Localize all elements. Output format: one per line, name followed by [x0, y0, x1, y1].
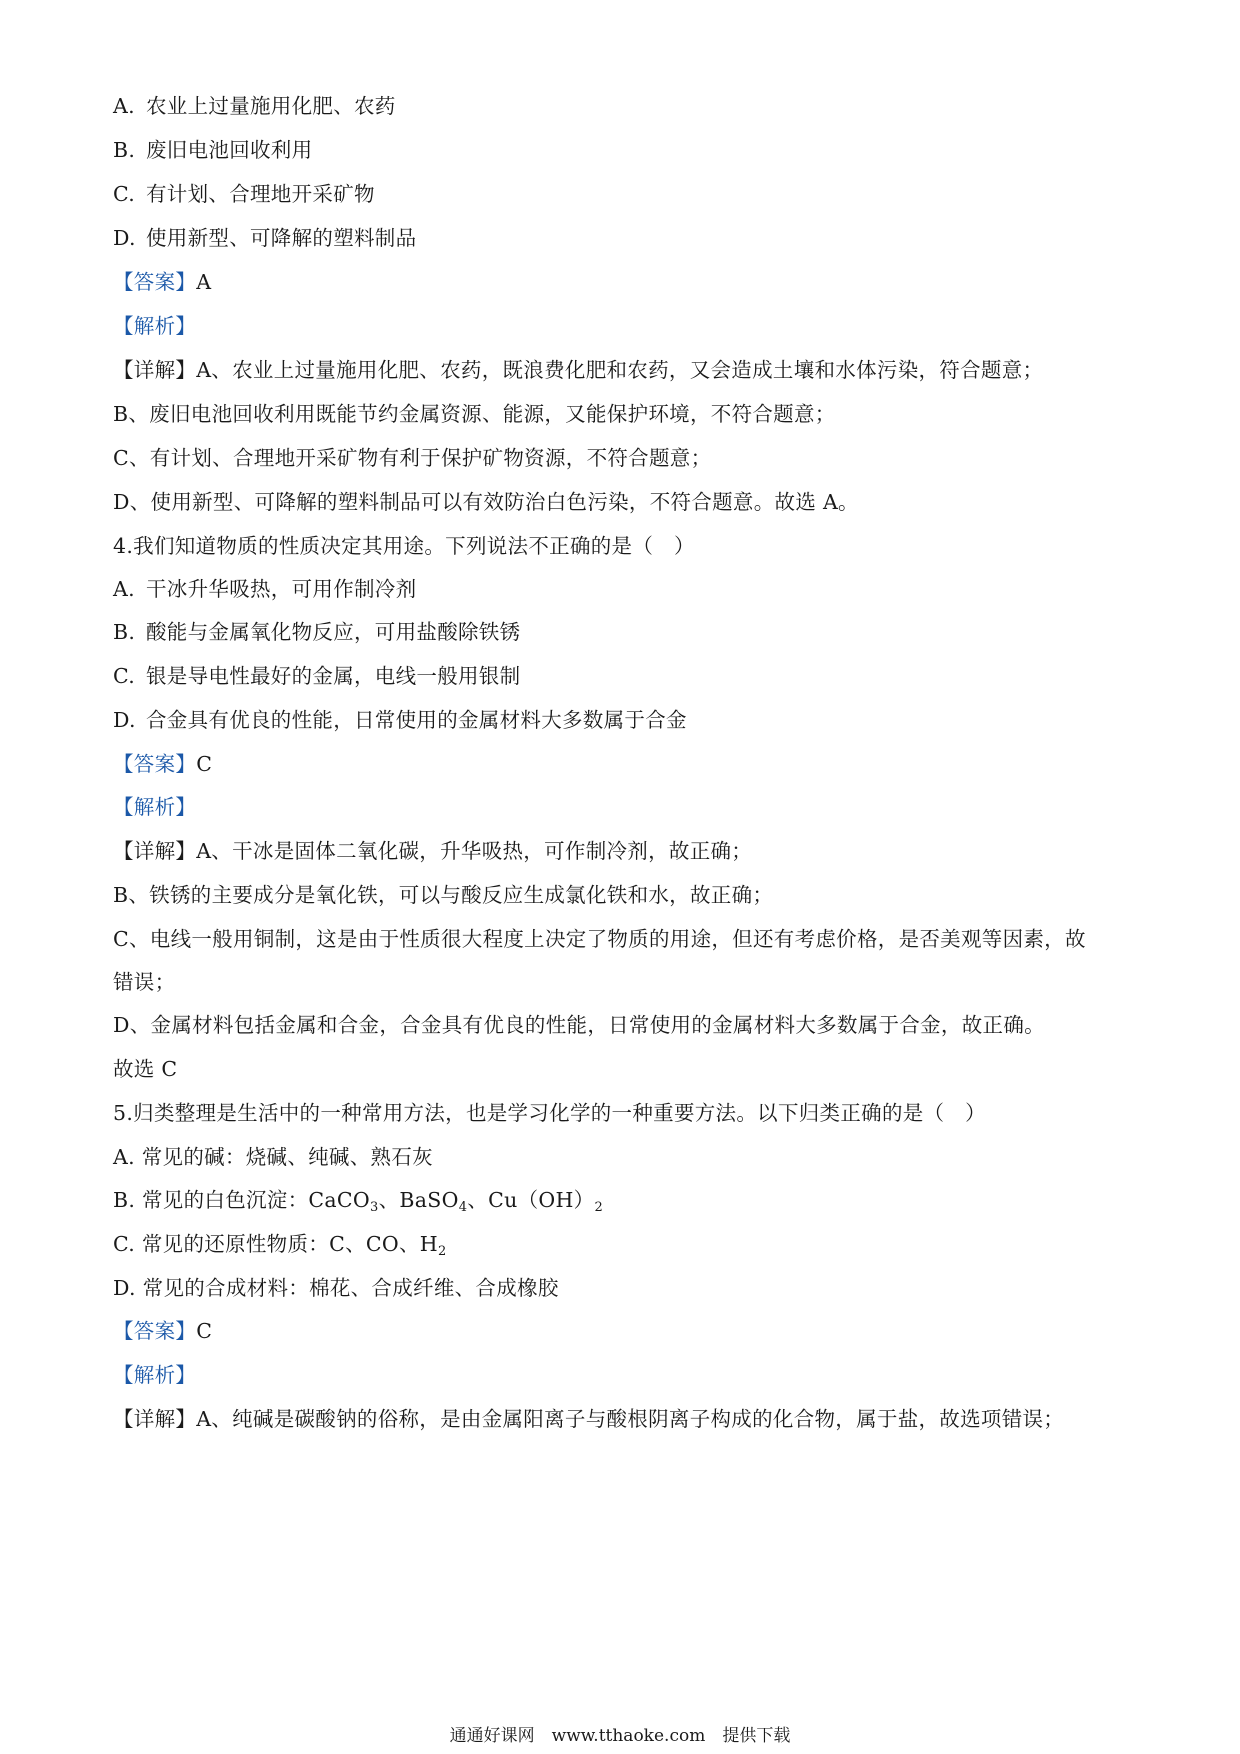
q3-detail-line: 【详解】A、农业上过量施用化肥、农药，既浪费化肥和农药，又会造成土壤和水体污染，符合题意； [113, 358, 1044, 382]
q5-stem: 5.归类整理是生活中的一种常用方法，也是学习化学的一种重要方法。以下归类正确的是（ ） [113, 1101, 986, 1125]
q5-option-d: D. 常见的合成材料：棉花、合成纤维、合成橡胶 [113, 1276, 559, 1300]
q4-detail-line: 【详解】A、干冰是固体二氧化碳，升华吸热，可作制冷剂，故正确； [113, 839, 753, 863]
q4-detail-line: D、金属材料包括金属和合金，合金具有优良的性能，日常使用的金属材料大多数属于合金，故正确。 [113, 1013, 1045, 1037]
q5-option-a: A. 常见的碱：烧碱、纯碱、熟石灰 [113, 1145, 433, 1169]
q5-option-c: C. 常见的还原性物质：C、CO、$H_2$ [113, 1232, 447, 1259]
q3-option-a: A. 农业上过量施用化肥、农药 [113, 94, 396, 118]
q5-detail-line: 【详解】A、纯碱是碳酸钠的俗称，是由金属阳离子与酸根阴离子构成的化合物，属于盐，故选项错误； [113, 1407, 1065, 1431]
q4-detail-line: 错误； [113, 970, 176, 994]
q4-stem: 4.我们知道物质的性质决定其用途。下列说法不正确的是（ ） [113, 534, 695, 558]
q4-option-a: A. 干冰升华吸热，可用作制冷剂 [113, 577, 417, 601]
q5-answer [113, 1316, 212, 1346]
answer-value: A [196, 270, 212, 294]
answer-tag: 【答案】 [113, 752, 197, 776]
q4-detail-line: B、铁锈的主要成分是氧化铁，可以与酸反应生成氯化铁和水，故正确； [113, 883, 774, 907]
detail-tag: 【详解】 [113, 358, 197, 382]
q3-answer [113, 267, 211, 297]
q5-analysis-heading: 【解析】 [113, 1363, 197, 1387]
q3-analysis-heading: 【解析】 [113, 314, 197, 338]
answer-tag: 【答案】 [113, 270, 197, 294]
detail-tag: 【详解】 [113, 1407, 197, 1431]
q4-analysis-heading: 【解析】 [113, 795, 197, 819]
page-footer: 通通好课网 www.tthaoke.com 提供下载 [449, 1726, 791, 1746]
q3-detail-line: B、废旧电池回收利用既能节约金属资源、能源，又能保护环境，不符合题意； [113, 402, 836, 426]
answer-tag: 【答案】 [113, 1319, 197, 1343]
q4-option-c: C. 银是导电性最好的金属，电线一般用银制 [113, 664, 521, 688]
q3-option-d: D. 使用新型、可降解的塑料制品 [113, 226, 417, 250]
q3-option-b: B. 废旧电池回收利用 [113, 138, 313, 162]
answer-value: C [196, 752, 213, 776]
detail-tag: 【详解】 [113, 839, 197, 863]
q5-option-b: B. 常见的白色沉淀：CaCO$_3$、BaSO$_4$、$Cu(OH)_2$ [113, 1188, 604, 1215]
q3-detail-line: D、使用新型、可降解的塑料制品可以有效防治白色污染，不符合题意。故选 A。 [113, 490, 859, 514]
q4-option-b: B. 酸能与金属氧化物反应，可用盐酸除铁锈 [113, 620, 521, 644]
q4-conclusion: 故选 C [113, 1057, 178, 1081]
answer-value: C [196, 1319, 213, 1343]
q3-detail-line: C、有计划、合理地开采矿物有利于保护矿物资源，不符合题意； [113, 446, 712, 470]
q4-answer [113, 749, 212, 779]
q4-option-d: D. 合金具有优良的性能，日常使用的金属材料大多数属于合金 [113, 708, 687, 732]
q4-detail-line: C、电线一般用铜制，这是由于性质很大程度上决定了物质的用途，但还有考虑价格，是否美观等因素，故 [113, 927, 1086, 951]
q3-option-c: C. 有计划、合理地开采矿物 [113, 182, 375, 206]
